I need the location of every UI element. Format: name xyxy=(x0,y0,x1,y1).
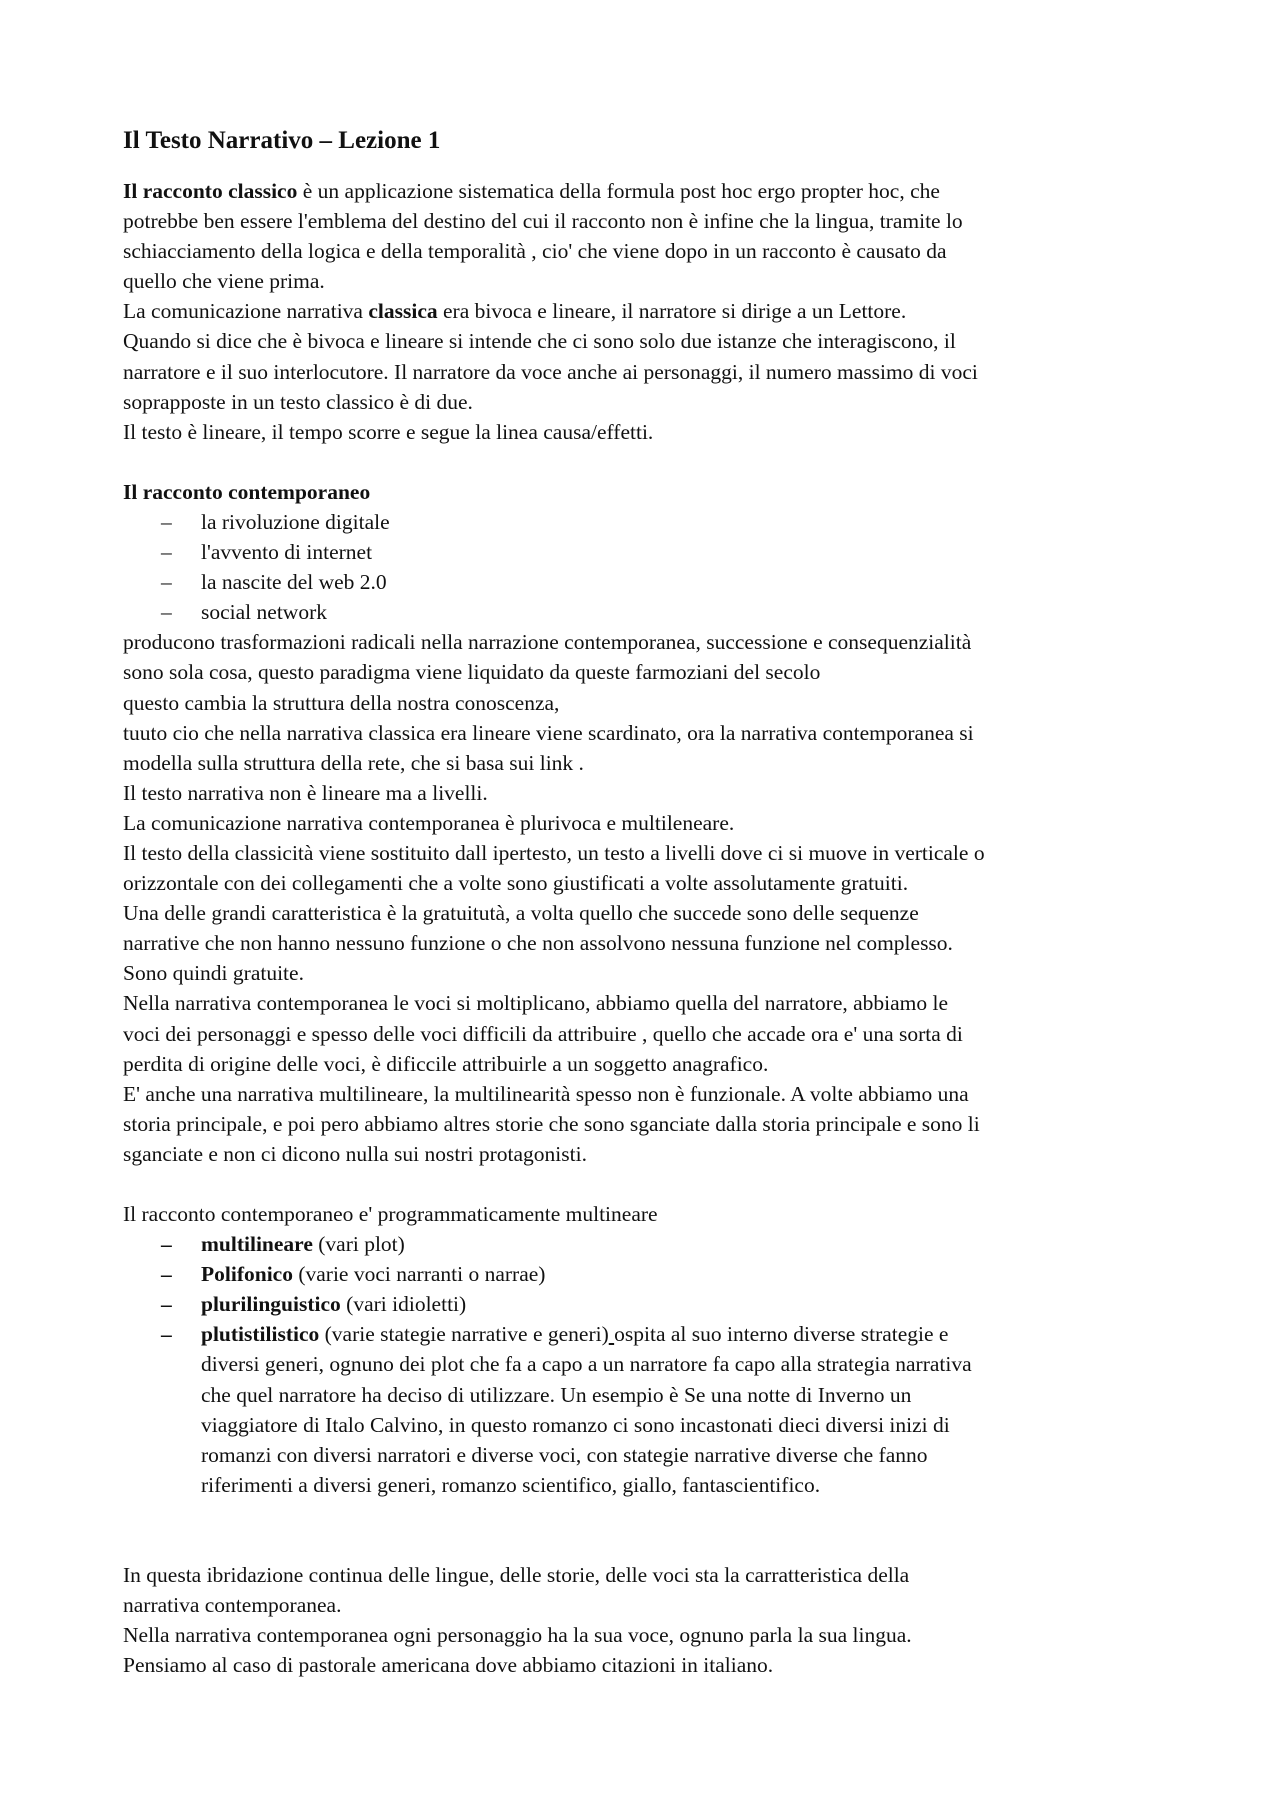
text-span: era bivoca e lineare, il narratore si dirige a un Lettore. xyxy=(437,299,907,324)
section-classic xyxy=(123,176,1183,447)
document-title: Il Testo Narrativo – Lezione 1 xyxy=(123,127,441,154)
list-item xyxy=(123,507,1183,537)
paragraph-line: tuuto cio che nella narrativa classica era lineare viene scardinato, ora la narrativa contemporanea si xyxy=(123,720,974,745)
paragraph-line: questo cambia la struttura della nostra conoscenza, xyxy=(123,690,560,715)
paragraph-line: che quel narratore ha deciso di utilizzare. Un esempio è Se una notte di Inverno un xyxy=(201,1382,912,1407)
paragraph-line xyxy=(123,176,1183,206)
paragraph-line: quello che viene prima. xyxy=(123,269,325,294)
paragraph-line: narratore e il suo interlocutore. Il narratore da voce anche ai personaggi, il numero massimo di voci xyxy=(123,359,978,384)
list-item xyxy=(123,1229,1183,1259)
feature-description: (varie voci narranti o narrae) xyxy=(292,1262,546,1287)
paragraph-line: sono sola cosa, questo paradigma viene liquidato da queste farmoziani del secolo xyxy=(123,660,821,685)
feature-description: (varie stategie narrative e generi) xyxy=(319,1322,609,1347)
spacer xyxy=(123,1169,1183,1199)
paragraph-line: E' anche una narrativa multilineare, la multilinearità spesso non è funzionale. A volte abbiamo una xyxy=(123,1081,969,1106)
feature-term: plurilinguistico xyxy=(201,1292,341,1317)
paragraph-line: storia principale, e poi pero abbiamo altres storie che sono sganciate dalla storia principale e sono li xyxy=(123,1111,980,1136)
list-item-text: l'avvento di internet xyxy=(201,540,373,565)
feature-term: multilineare xyxy=(201,1232,313,1257)
paragraph-line: In questa ibridazione continua delle lingue, delle storie, delle voci sta la carratteristica della xyxy=(123,1562,910,1587)
bullet-list xyxy=(123,507,1183,627)
section-programmatic xyxy=(123,1199,1183,1500)
list-item xyxy=(123,537,1183,567)
spacer xyxy=(123,447,1183,477)
dash-bullet: – xyxy=(161,509,172,534)
paragraph-line: narrativa contemporanea. xyxy=(123,1593,342,1618)
paragraph-line: Il testo della classicità viene sostituito dall ipertesto, un testo a livelli dove ci si muove in verticale o xyxy=(123,840,985,865)
paragraph-line: producono trasformazioni radicali nella narrazione contemporanea, successione e consequenzialità xyxy=(123,630,972,655)
term-classica: classica xyxy=(368,299,438,324)
paragraph-line: voci dei personaggi e spesso delle voci difficili da attribuire , quello che accade ora e' una sorta di xyxy=(123,1021,963,1046)
paragraph-line: soprapposte in un testo classico è di due. xyxy=(123,389,473,414)
paragraph-line: orizzontale con dei collegamenti che a volte sono giustificati a volte assolutamente gratuiti. xyxy=(123,871,909,896)
paragraph-line: Il testo narrativa non è lineare ma a livelli. xyxy=(123,780,488,805)
term-classic-story: Il racconto classico xyxy=(123,179,298,203)
list-item xyxy=(123,1319,1183,1500)
feature-description: (vari idioletti) xyxy=(340,1292,467,1317)
paragraph-line: perdita di origine delle voci, è dificcile attribuirle a un soggetto anagrafico. xyxy=(123,1051,769,1076)
section-contemporary xyxy=(123,477,1183,1169)
paragraph-line: modella sulla struttura della rete, che si basa sui link . xyxy=(123,750,584,775)
list-item xyxy=(123,567,1183,597)
text-span: ospita al suo interno diverse strategie e xyxy=(614,1322,949,1347)
text-span: La comunicazione narrativa xyxy=(123,299,369,324)
dash-bullet: – xyxy=(161,1292,172,1317)
list-item xyxy=(123,1289,1183,1319)
list-item-text: la nascite del web 2.0 xyxy=(201,570,387,595)
dash-bullet: – xyxy=(161,600,172,625)
list-item-text: social network xyxy=(201,600,327,625)
paragraph-line: riferimenti a diversi generi, romanzo scientifico, giallo, fantascientifico. xyxy=(201,1472,821,1497)
feature-description: (vari plot) xyxy=(312,1232,405,1257)
paragraph-line: sganciate e non ci dicono nulla sui nostri protagonisti. xyxy=(123,1141,587,1166)
list-item-text: la rivoluzione digitale xyxy=(201,509,390,534)
paragraph-line: Nella narrativa contemporanea ogni personaggio ha la sua voce, ognuno parla la sua lingua. xyxy=(123,1623,912,1648)
paragraph-line xyxy=(123,1199,1183,1229)
dash-bullet: – xyxy=(161,1322,172,1347)
dash-bullet: – xyxy=(161,570,172,595)
spacer xyxy=(123,1500,1183,1560)
feature-term: plutistilistico xyxy=(201,1322,320,1347)
paragraph-line: Pensiamo al caso di pastorale americana dove abbiamo citazioni in italiano. xyxy=(123,1653,774,1678)
dash-bullet: – xyxy=(161,540,172,565)
paragraph-line: narrative che non hanno nessuno funzione o che non assolvono nessuna funzione nel complesso. xyxy=(123,931,953,956)
paragraph-line: diversi generi, ognuno dei plot che fa a capo a un narratore fa capo alla strategia narrativa xyxy=(201,1352,972,1377)
paragraph-line: schiacciamento della logica e della temporalità , cio' che viene dopo in un racconto è causato da xyxy=(123,239,947,264)
text-span: è un applicazione sistematica della formula post hoc ergo propter hoc, che xyxy=(297,179,940,203)
paragraph-line: potrebbe ben essere l'emblema del destino del cui il racconto non è infine che la lingua, tramite lo xyxy=(123,209,963,234)
dash-bullet: – xyxy=(161,1262,172,1287)
paragraph-line xyxy=(201,1319,1183,1349)
paragraph-line xyxy=(123,296,1183,326)
paragraph-line: Una delle grandi caratteristica è la gratuitutà, a volta quello che succede sono delle sequenze xyxy=(123,901,919,926)
section-closing xyxy=(123,1560,1183,1680)
section-heading: Il racconto contemporaneo xyxy=(123,479,371,504)
list-item xyxy=(123,1259,1183,1289)
paragraph-line: Quando si dice che è bivoca e lineare si intende che ci sono solo due istanze che interagiscono, il xyxy=(123,329,956,354)
feature-term: Polifonico xyxy=(201,1262,293,1287)
paragraph-line: viaggiatore di Italo Calvino, in questo romanzo ci sono incastonati dieci diversi inizi di xyxy=(201,1412,950,1437)
dash-bullet: – xyxy=(161,1232,172,1257)
list-item xyxy=(123,597,1183,627)
paragraph-line: romanzi con diversi narratori e diverse voci, con stategie narrative diverse che fanno xyxy=(201,1442,928,1467)
paragraph-line: Nella narrativa contemporanea le voci si moltiplicano, abbiamo quella del narratore, abbiamo le xyxy=(123,991,949,1016)
paragraph-line: La comunicazione narrativa contemporanea è plurivoca e multileneare. xyxy=(123,810,735,835)
paragraph-line: Il testo è lineare, il tempo scorre e segue la linea causa/effetti. xyxy=(123,419,654,444)
document-body xyxy=(123,118,1183,1680)
feature-list xyxy=(123,1229,1183,1500)
text-span: Il racconto contemporaneo e' programmaticamente multineare xyxy=(123,1202,658,1226)
paragraph-line: Sono quindi gratuite. xyxy=(123,961,304,986)
